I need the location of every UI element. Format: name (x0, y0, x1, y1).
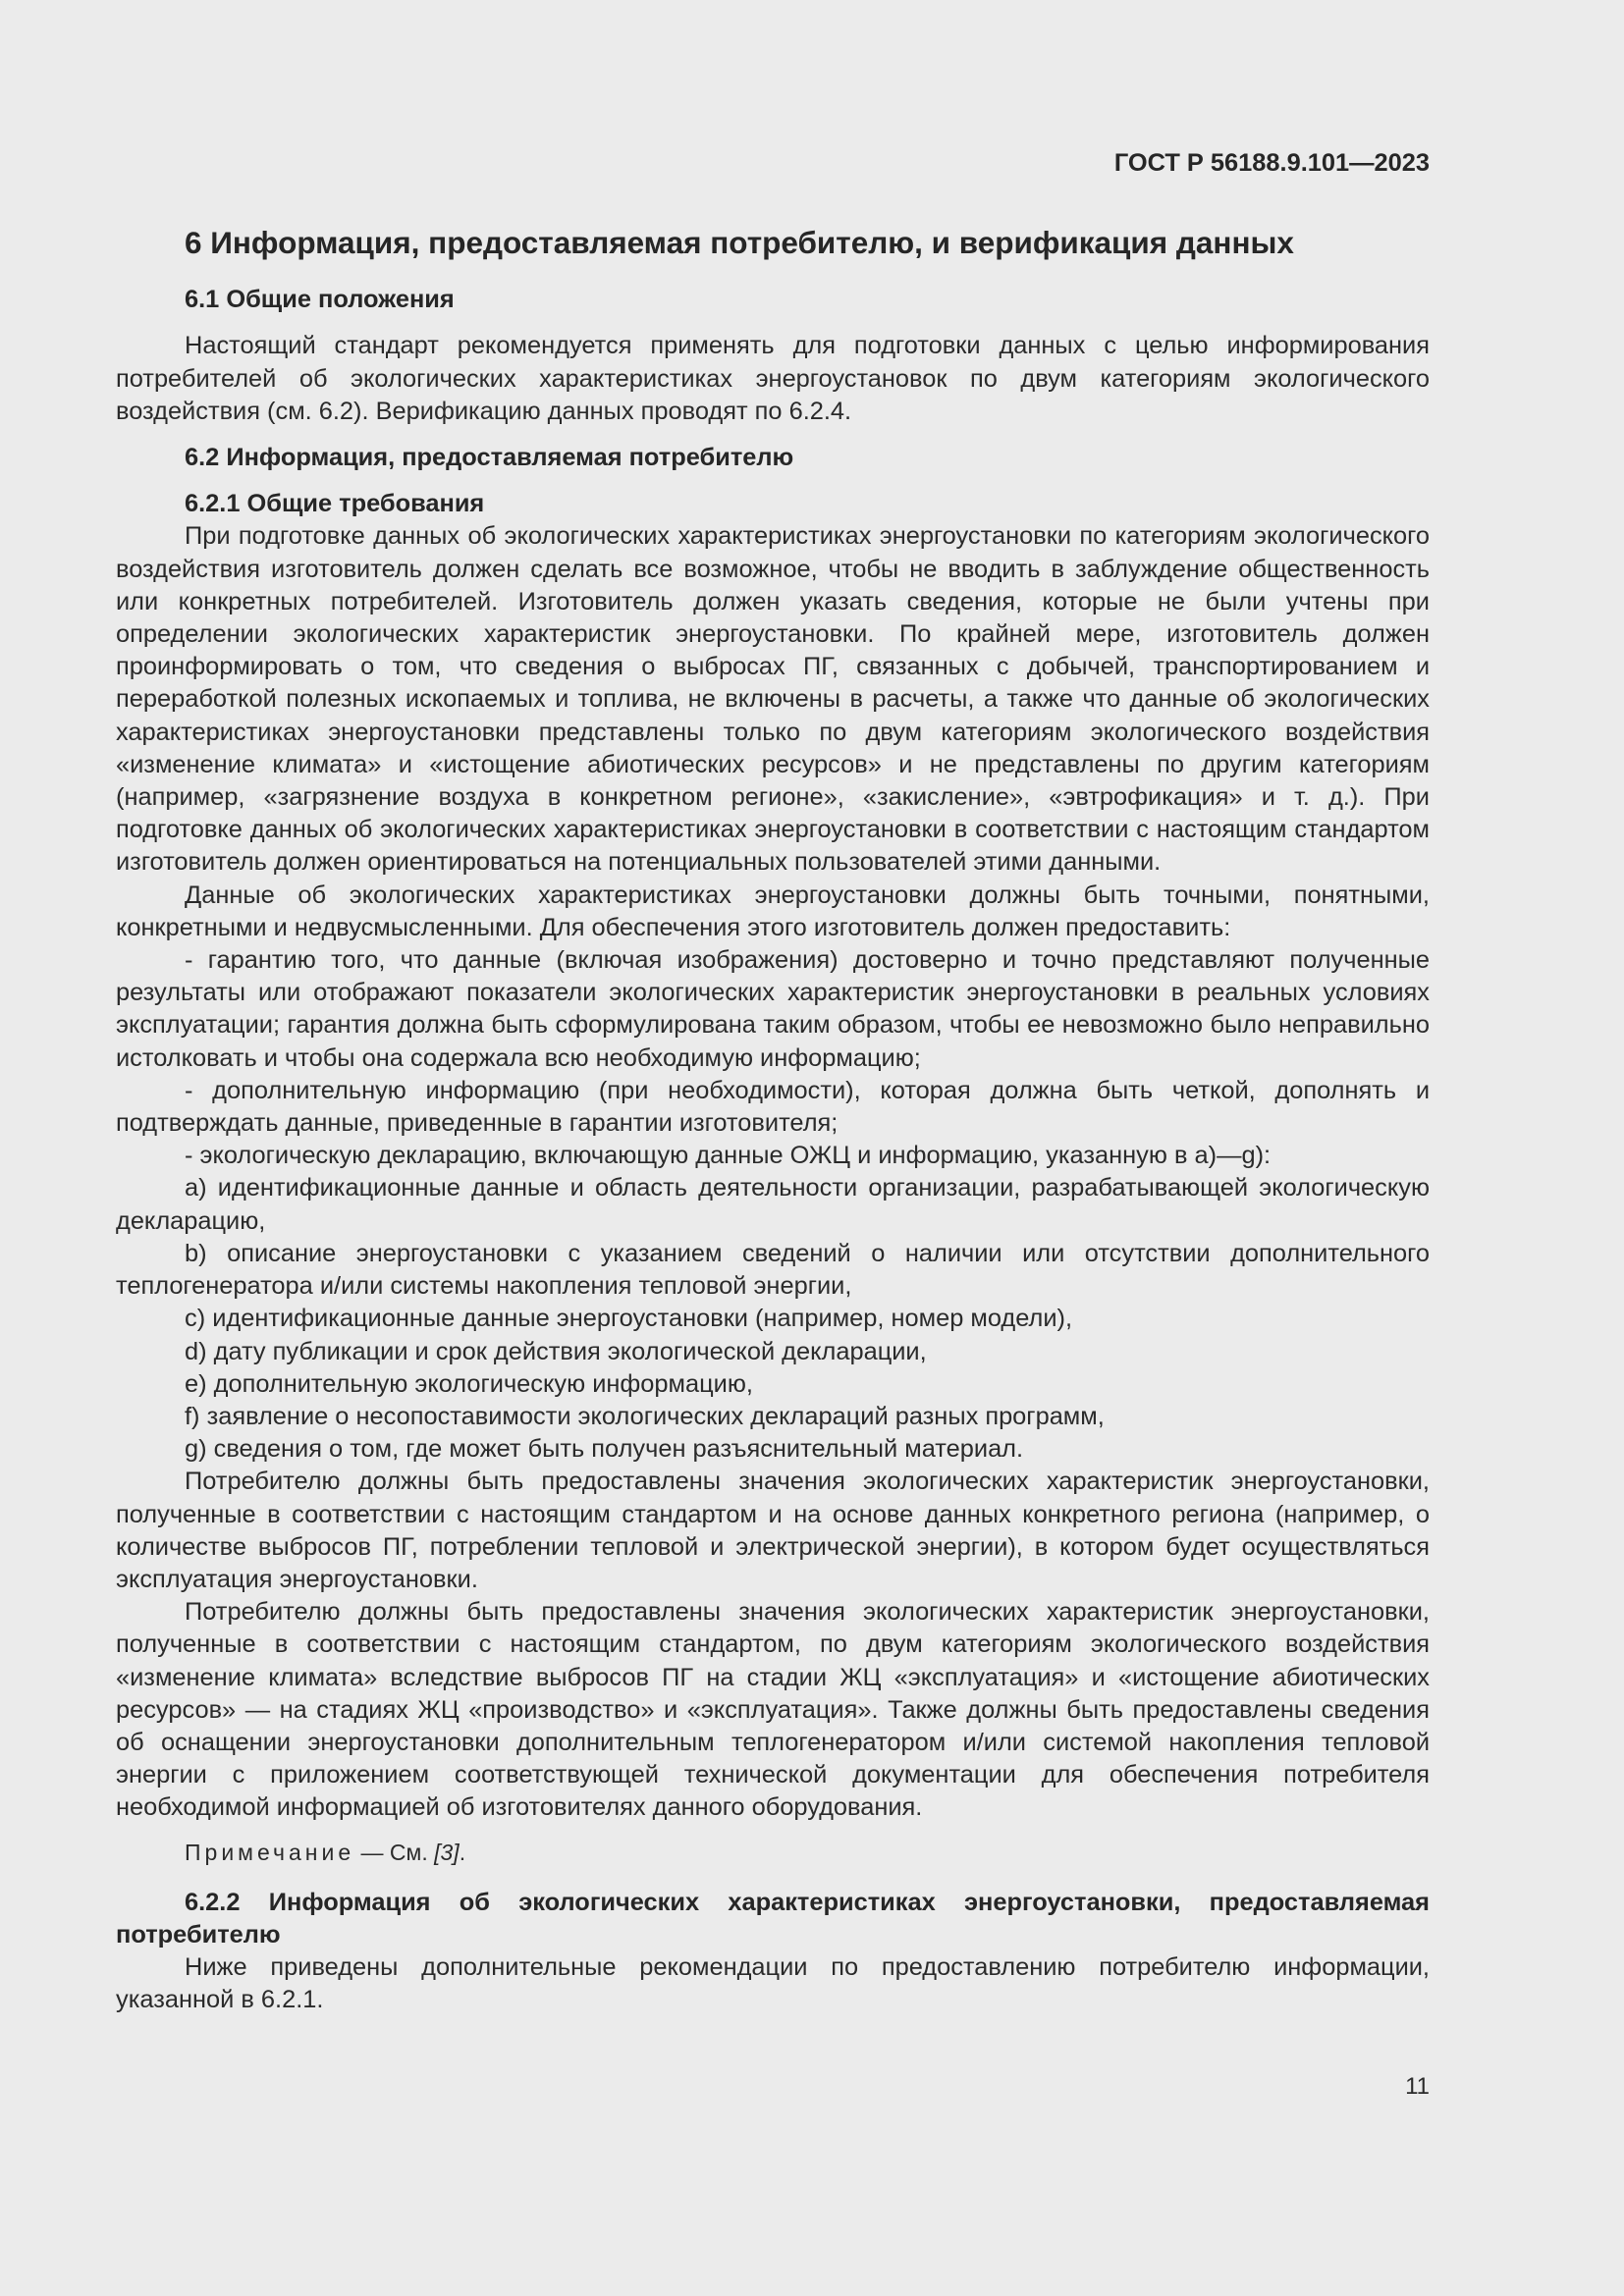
paragraph: Ниже приведены дополнительные рекомендации по предоставлению потребителю информации, указанной в 6.2.1. (116, 1953, 1430, 2014)
list-item-dash: - экологическую декларацию, включающую данные ОЖЦ и информацию, указанную в а)—g): (185, 1142, 1272, 1170)
list-item-a: a) идентификационные данные и область деятельности организации, разрабатывающей экологическую декларацию, (116, 1174, 1430, 1235)
list-item-d: d) дату публикации и срок действия экологической декларации, (185, 1337, 927, 1365)
subsection-title-6-1: 6.1 Общие положения (185, 286, 455, 314)
list-item-b: b) описание энергоустановки с указанием сведений о наличии или отсутствии дополнительного теплогенератора и/или системы накопления тепловой энергии, (116, 1239, 1430, 1301)
list-item-dash: - гарантию того, что данные (включая изображения) достоверно и точно представляют полученные результаты или отображают показатели экологических характеристик энергоустановки в реальных условиях эксплуатации; гарантия должна быть сформулирована таким образом, чтобы ее невозможно было неправильно истолковать и чтобы она содержала всю необходимую информацию; (116, 946, 1430, 1072)
paragraph: При подготовке данных об экологических характеристиках энергоустановки по категориям экологического воздействия изготовитель должен сделать все возможное, чтобы не вводить в заблуждение общественность или конкретных потребителей. Изготовитель должен указать сведения, которые не были учтены при определении экологических характеристик энергоустановки. По крайней мере, изготовитель должен проинформировать о том, что сведения о выбросах ПГ, связанных с добычей, транспортированием и переработкой полезных ископаемых и топлива, не включены в расчеты, а также что данные об экологических характеристиках энергоустановки представлены только по двум категориям экологического воздействия «изменение климата» и «истощение абиотических ресурсов» и не представлены по другим категориям (например, «загрязнение воздуха в конкретном регионе», «закисление», «эвтрофикация» и т. д.). При подготовке данных об экологических характеристиках энергоустановки в соответствии с настоящим стандартом изготовитель должен ориентироваться на потенциальных пользователей этими данными. (116, 522, 1430, 877)
note-reference: [3] (434, 1839, 460, 1865)
list-item-c: c) идентификационные данные энергоустановки (например, номер модели), (185, 1305, 1073, 1333)
page-number: 11 (1405, 2073, 1430, 2100)
paragraph: Потребителю должны быть предоставлены значения экологических характеристик энергоустановки, полученные в соответствии с настоящим стандартом, по двум категориям экологического воздействия «изменение климата» вследствие выбросов ПГ на стадии ЖЦ «эксплуатация» и «истощение абиотических ресурсов» — на стадиях ЖЦ «производство» и «эксплуатация». Также должны быть предоставлены сведения об оснащении энергоустановки дополнительным теплогенератором и/или системой накопления тепловой энергии с приложением соответствующей технической документации для обеспечения потребителя необходимой информацией об изготовителях данного оборудования. (116, 1598, 1430, 1822)
document-page (116, 147, 1430, 2017)
subsection-title-6-2-2: 6.2.2 Информация об экологических характеристиках энергоустановки, предоставляемая потребителю (116, 1888, 1430, 1949)
note (116, 1837, 1430, 1869)
note-end: . (459, 1839, 466, 1865)
list-item-e: e) дополнительную экологическую информацию, (185, 1369, 753, 1398)
list-item-dash: - дополнительную информацию (при необходимости), которая должна быть четкой, дополнять и подтверждать данные, приведенные в гарантии изготовителя; (116, 1076, 1430, 1138)
paragraph: Потребителю должны быть предоставлены значения экологических характеристик энергоустановки, полученные в соответствии с настоящим стандартом и на основе данных конкретного региона (например, о количестве выбросов ПГ, потреблении тепловой и электрической энергии), в котором будет осуществляться эксплуатация энергоустановки. (116, 1468, 1430, 1593)
list-item-g: g) сведения о том, где может быть получен разъяснительный материал. (185, 1435, 1024, 1464)
section-title: 6 Информация, предоставляемая потребителю, и верификация данных (185, 225, 1294, 261)
note-label: Примечание (185, 1839, 355, 1865)
subsection-title-6-2-1: 6.2.1 Общие требования (185, 490, 485, 518)
note-text: — См. (354, 1839, 435, 1865)
paragraph: Настоящий стандарт рекомендуется применять для подготовки данных с целью информирования потребителей об экологических характеристиках энергоустановок по двум категориям экологического воздействия (см. 6.2). Верификацию данных проводят по 6.2.4. (116, 332, 1430, 425)
paragraph: Данные об экологических характеристиках энергоустановки должны быть точными, понятными, конкретными и недвусмысленными. Для обеспечения этого изготовитель должен предоставить: (116, 881, 1430, 941)
subsection-title-6-2: 6.2 Информация, предоставляемая потребителю (185, 444, 794, 472)
document-id: ГОСТ Р 56188.9.101—2023 (1113, 149, 1430, 177)
list-item-f: f) заявление о несопоставимости экологических деклараций разных программ, (185, 1402, 1105, 1430)
